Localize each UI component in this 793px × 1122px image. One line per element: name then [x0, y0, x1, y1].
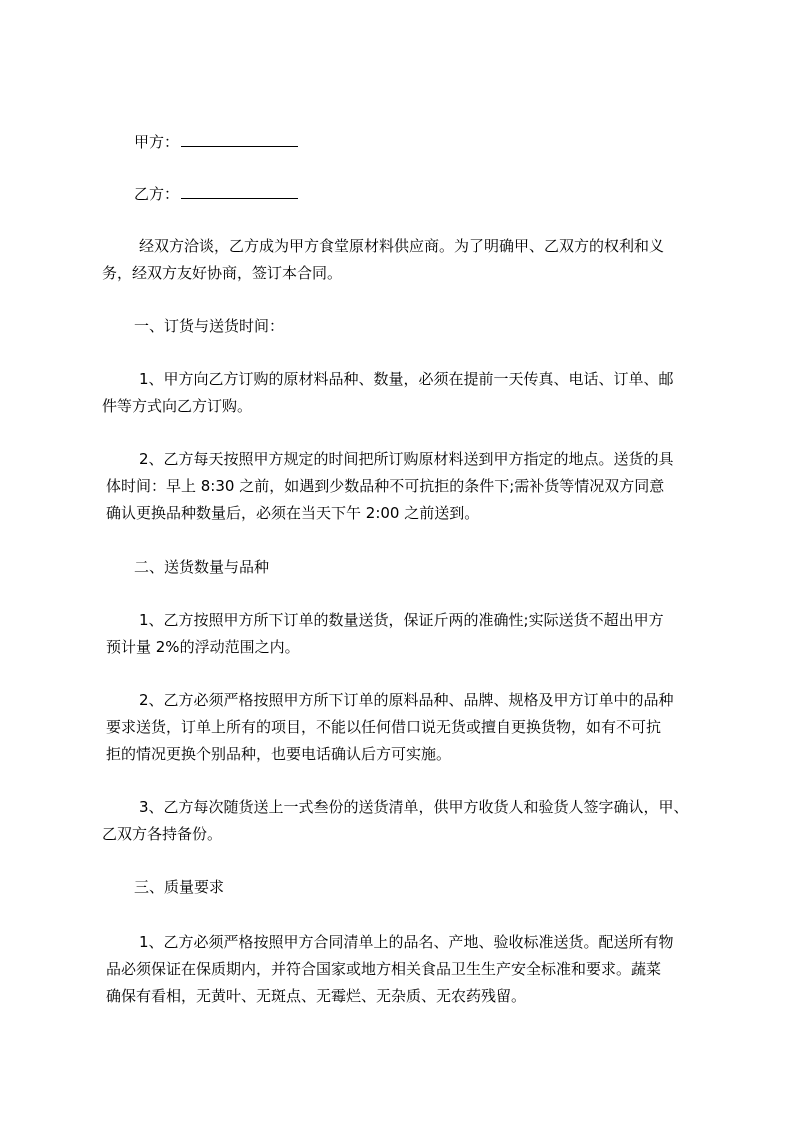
intro-line-1: 经双方洽谈，乙方成为甲方食堂原材料供应商。为了明确甲、乙双方的权利和义: [139, 237, 665, 255]
s1-item2-line-3: 确认更换品种数量后，必须在当天下午 2:00 之前送到。: [106, 504, 480, 522]
s3-item1-line-2: 品必须保证在保质期内，并符合国家或地方相关食品卫生生产安全标准和要求。蔬菜: [106, 960, 662, 978]
s2-item1-line-1: 1、乙方按照甲方所下订单的数量送货，保证斤两的准确性;实际送货不超出甲方: [139, 611, 664, 629]
s2-item1-line-2: 预计量 2%的浮动范围之内。: [106, 638, 300, 656]
section2-heading: 二、送货数量与品种: [134, 558, 270, 576]
s1-item2-line-1: 2、乙方每天按照甲方规定的时间把所订购原材料送到甲方指定的地点。送货的具: [139, 450, 674, 468]
section1-heading: 一、订货与送货时间：: [134, 317, 285, 335]
s2-item3-line-1: 3、乙方每次随货送上一式叁份的送货清单，供甲方收货人和验货人签字确认，甲、: [139, 798, 689, 816]
s2-item2-line-1: 2、乙方必须严格按照甲方所下订单的原料品种、品牌、规格及甲方订单中的品种: [139, 691, 674, 709]
party-b-blank: [181, 184, 298, 199]
s3-item1-line-1: 1、乙方必须严格按照甲方合同清单上的品名、产地、验收标准送货。配送所有物: [139, 933, 674, 951]
party-a-blank: [181, 132, 298, 147]
party-a-line: [134, 132, 298, 152]
s1-item2-line-2: 体时间：早上 8:30 之前，如遇到少数品种不可抗拒的条件下;需补货等情况双方同意: [106, 477, 665, 495]
s2-item2-line-3: 拒的情况更换个别品种，也要电话确认后方可实施。: [106, 745, 452, 763]
section3-heading: 三、质量要求: [134, 878, 225, 896]
s2-item3-line-2: 乙双方各持备份。: [102, 825, 223, 843]
party-a-label: 甲方：: [134, 133, 180, 151]
intro-line-2: 务，经双方友好协商，签订本合同。: [102, 264, 343, 282]
party-b-line: [134, 184, 298, 204]
s2-item2-line-2: 要求送货，订单上所有的项目，不能以任何借口说无货或擅自更换货物，如有不可抗: [106, 718, 662, 736]
s3-item1-line-3: 确保有看相，无黄叶、无斑点、无霉烂、无杂质、无农药残留。: [106, 987, 527, 1005]
party-b-label: 乙方：: [134, 185, 180, 203]
s1-item1-line-1: 1、甲方向乙方订购的原材料品种、数量，必须在提前一天传真、电话、订单、邮: [139, 370, 674, 388]
s1-item1-line-2: 件等方式向乙方订购。: [102, 397, 253, 415]
